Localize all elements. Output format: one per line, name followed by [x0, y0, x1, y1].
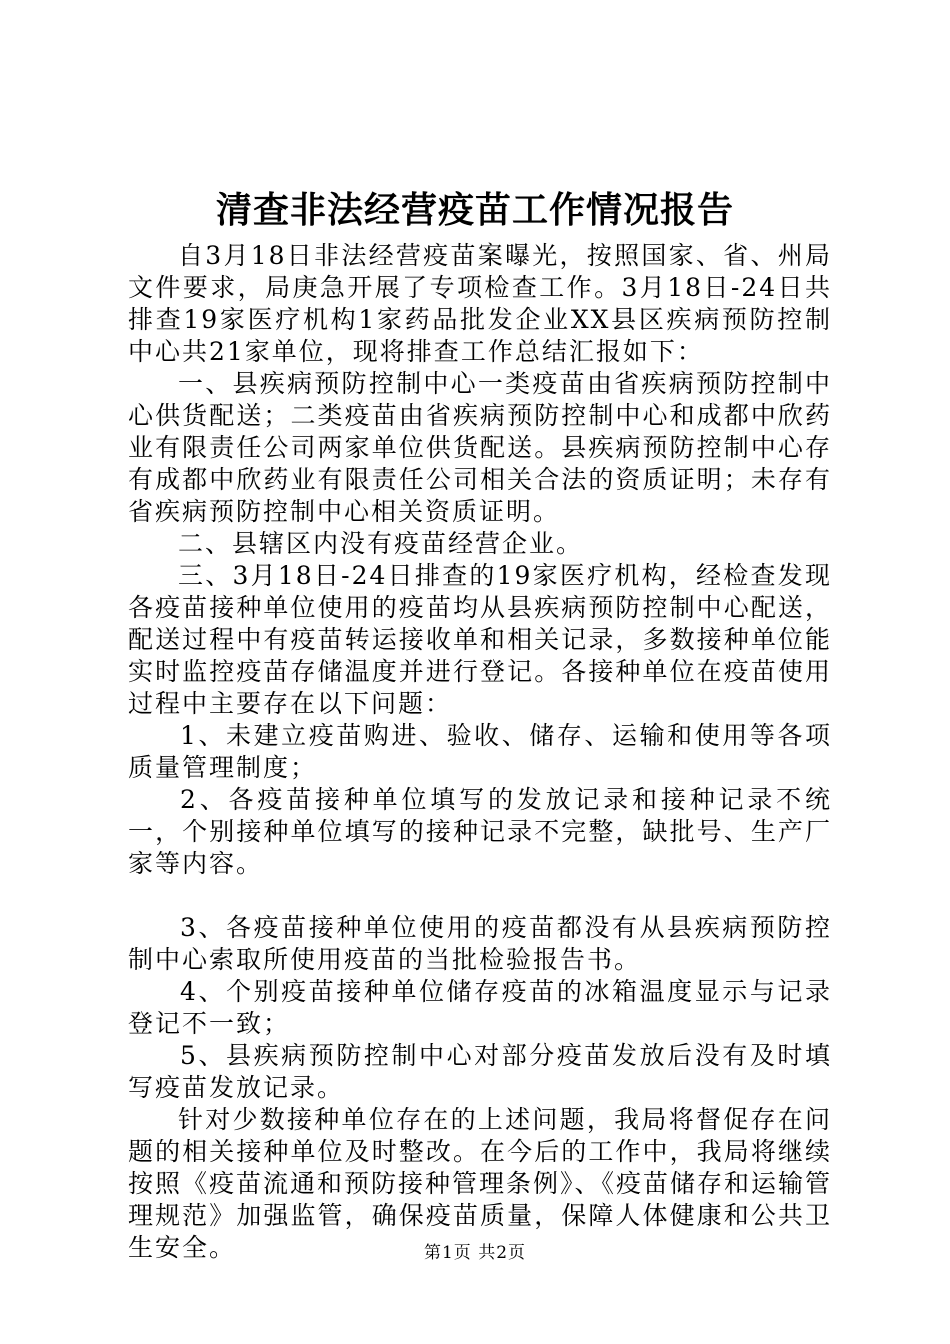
- paragraph-section-1: 一、县疾病预防控制中心一类疫苗由省疾病预防控制中心供货配送；二类疫苗由省疾病预防控制中心和成都中欣药业有限责任公司两家单位供货配送。县疾病预防控制中心存有成都中欣药业有限责任公司相关合法的资质证明；未存有省疾病预防控制中心相关资质证明。: [128, 369, 832, 526]
- list-item-problem-3: 3、各疫苗接种单位使用的疫苗都没有从县疾病预防控制中心索取所使用疫苗的当批检验报告书。: [128, 913, 832, 974]
- list-item-problem-4: 4、个别疫苗接种单位储存疫苗的冰箱温度显示与记录登记不一致；: [128, 977, 832, 1038]
- document-title: 清查非法经营疫苗工作情况报告: [215, 189, 734, 231]
- list-item-problem-5: 5、县疾病预防控制中心对部分疫苗发放后没有及时填写疫苗发放记录。: [128, 1041, 832, 1102]
- page-footer: 第1页 共2页: [423, 1243, 527, 1263]
- paragraph-conclusion: 针对少数接种单位存在的上述问题，我局将督促存在问题的相关接种单位及时整改。在今后的工作中，我局将继续按照《疫苗流通和预防接种管理条例》、《疫苗储存和运输管理规范》加强监管，确保疫苗质量，保障人体健康和公共卫生安全。: [128, 1105, 833, 1262]
- paragraph-section-2: 二、县辖区内没有疫苗经营企业。: [178, 529, 584, 558]
- list-item-problem-2: 2、各疫苗接种单位填写的发放记录和接种记录不统一，个别接种单位填写的接种记录不完整，缺批号、生产厂家等内容。: [128, 785, 832, 878]
- document-body: [128, 240, 832, 1264]
- blank-line: [128, 880, 832, 912]
- paragraph-intro: 自3月18日非法经营疫苗案曝光，按照国家、省、州局文件要求，局庚急开展了专项检查工作。3月18日-24日共排查19家医疗机构1家药品批发企业XX县区疾病预防控制中心共21家单位，现将排查工作总结汇报如下：: [128, 241, 832, 366]
- paragraph-section-3: 三、3月18日-24日排查的19家医疗机构，经检查发现各疫苗接种单位使用的疫苗均从县疾病预防控制中心配送，配送过程中有疫苗转运接收单和相关记录，多数接种单位能实时监控疫苗存储温度并进行登记。各接种单位在疫苗使用过程中主要存在以下问题：: [128, 561, 832, 718]
- list-item-problem-1: 1、未建立疫苗购进、验收、储存、运输和使用等各项质量管理制度；: [128, 721, 832, 782]
